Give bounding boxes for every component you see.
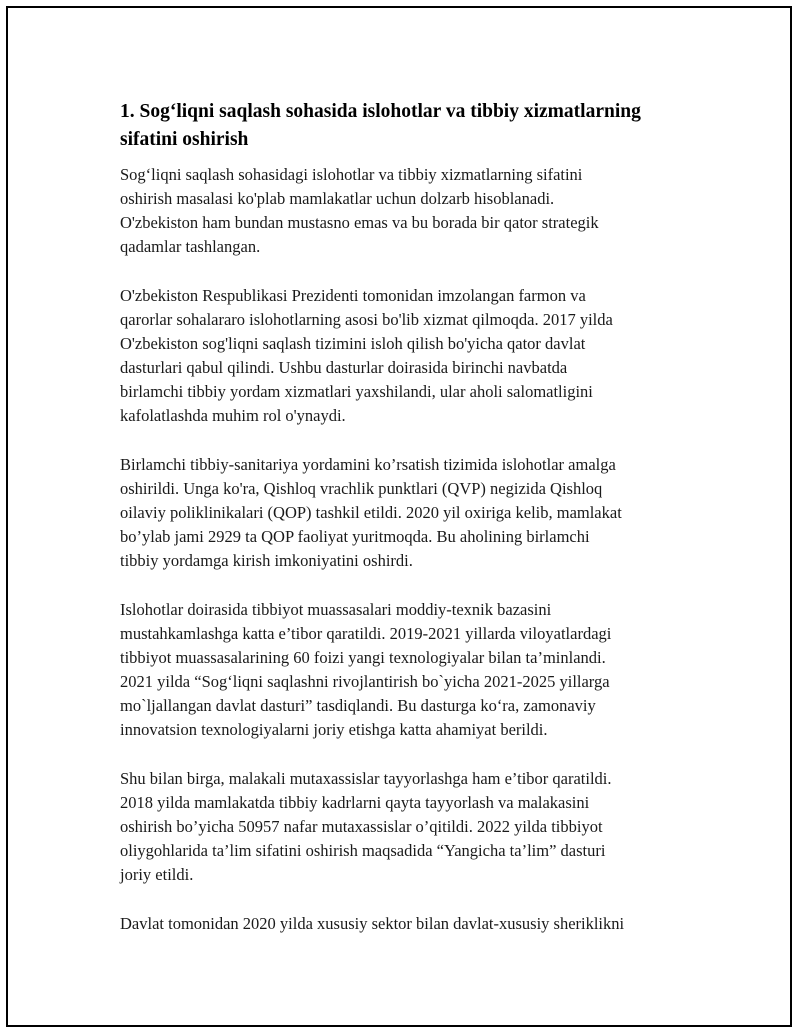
text-line: mustahkamlashga katta e’tibor qaratildi. 2019-2021 yillarda viloyatlardagi (120, 624, 612, 643)
paragraph-primary-care (120, 453, 700, 573)
text-line: dasturlari qabul qilindi. Ushbu dasturlar doirasida birinchi navbatda (120, 358, 568, 377)
paragraph-intro (120, 163, 700, 259)
paragraph-infrastructure (120, 598, 700, 742)
text-line: O'zbekiston ham bundan mustasno emas va bu borada bir qator strategik (120, 213, 599, 232)
text-line: oshirish masalasi ko'plab mamlakatlar uchun dolzarb hisoblanadi. (120, 189, 555, 208)
text-line: bo’ylab jami 2929 ta QOP faoliyat yuritmoqda. Bu aholining birlamchi (120, 527, 590, 546)
text-line: Sog‘liqni saqlash sohasidagi islohotlar va tibbiy xizmatlarning sifatini (120, 165, 583, 184)
document-page (6, 6, 792, 1027)
paragraph-private-sector (120, 912, 700, 936)
text-line: joriy etildi. (120, 865, 194, 884)
text-line: Shu bilan birga, malakali mutaxassislar tayyorlashga ham e’tibor qaratildi. (120, 769, 612, 788)
section-heading (120, 98, 700, 154)
text-line: 2021 yilda “Sog‘liqni saqlashni rivojlantirish bo`yicha 2021-2025 yillarga (120, 672, 610, 691)
text-line: oshirish bo’yicha 50957 nafar mutaxassislar o’qitildi. 2022 yilda tibbiyot (120, 817, 603, 836)
text-line: Birlamchi tibbiy-sanitariya yordamini ko’rsatish tizimida islohotlar amalga (120, 455, 616, 474)
text-line: tibbiyot muassasalarining 60 foizi yangi texnologiyalar bilan ta’minlandi. (120, 648, 606, 667)
text-line: O'zbekiston sog'liqni saqlash tizimini isloh qilish bo'yicha qator davlat (120, 334, 586, 353)
text-line: qarorlar sohalararo islohotlarning asosi bo'lib xizmat qilmoqda. 2017 yilda (120, 310, 613, 329)
text-line: 2018 yilda mamlakatda tibbiy kadrlarni qayta tayyorlash va malakasini (120, 793, 590, 812)
text-line: O'zbekiston Respublikasi Prezidenti tomonidan imzolangan farmon va (120, 286, 586, 305)
paragraph-presidential-decrees (120, 284, 700, 428)
text-line: qadamlar tashlangan. (120, 237, 261, 256)
text-line: oliygohlarida ta’lim sifatini oshirish maqsadida “Yangicha ta’lim” dasturi (120, 841, 606, 860)
text-line: oshirildi. Unga ko'ra, Qishloq vrachlik punktlari (QVP) negizida Qishloq (120, 479, 603, 498)
document-body (120, 98, 700, 961)
text-line: birlamchi tibbiy yordam xizmatlari yaxshilandi, ular aholi salomatligini (120, 382, 593, 401)
text-line: Davlat tomonidan 2020 yilda xususiy sektor bilan davlat-xususiy sheriklikni (120, 914, 625, 933)
paragraph-personnel (120, 767, 700, 887)
text-line: oilaviy poliklinikalari (QOP) tashkil etildi. 2020 yil oxiriga kelib, mamlakat (120, 503, 622, 522)
heading-line: 1. Sog‘liqni saqlash sohasida islohotlar va tibbiy xizmatlarning (120, 101, 641, 122)
text-line: kafolatlashda muhim rol o'ynaydi. (120, 406, 346, 425)
text-line: tibbiy yordamga kirish imkoniyatini oshirdi. (120, 551, 413, 570)
text-line: mo`ljallangan davlat dasturi” tasdiqlandi. Bu dasturga ko‘ra, zamonaviy (120, 696, 596, 715)
text-line: innovatsion texnologiyalarni joriy etishga katta ahamiyat berildi. (120, 720, 548, 739)
text-line: Islohotlar doirasida tibbiyot muassasalari moddiy-texnik bazasini (120, 600, 552, 619)
heading-line: sifatini oshirish (120, 129, 249, 150)
